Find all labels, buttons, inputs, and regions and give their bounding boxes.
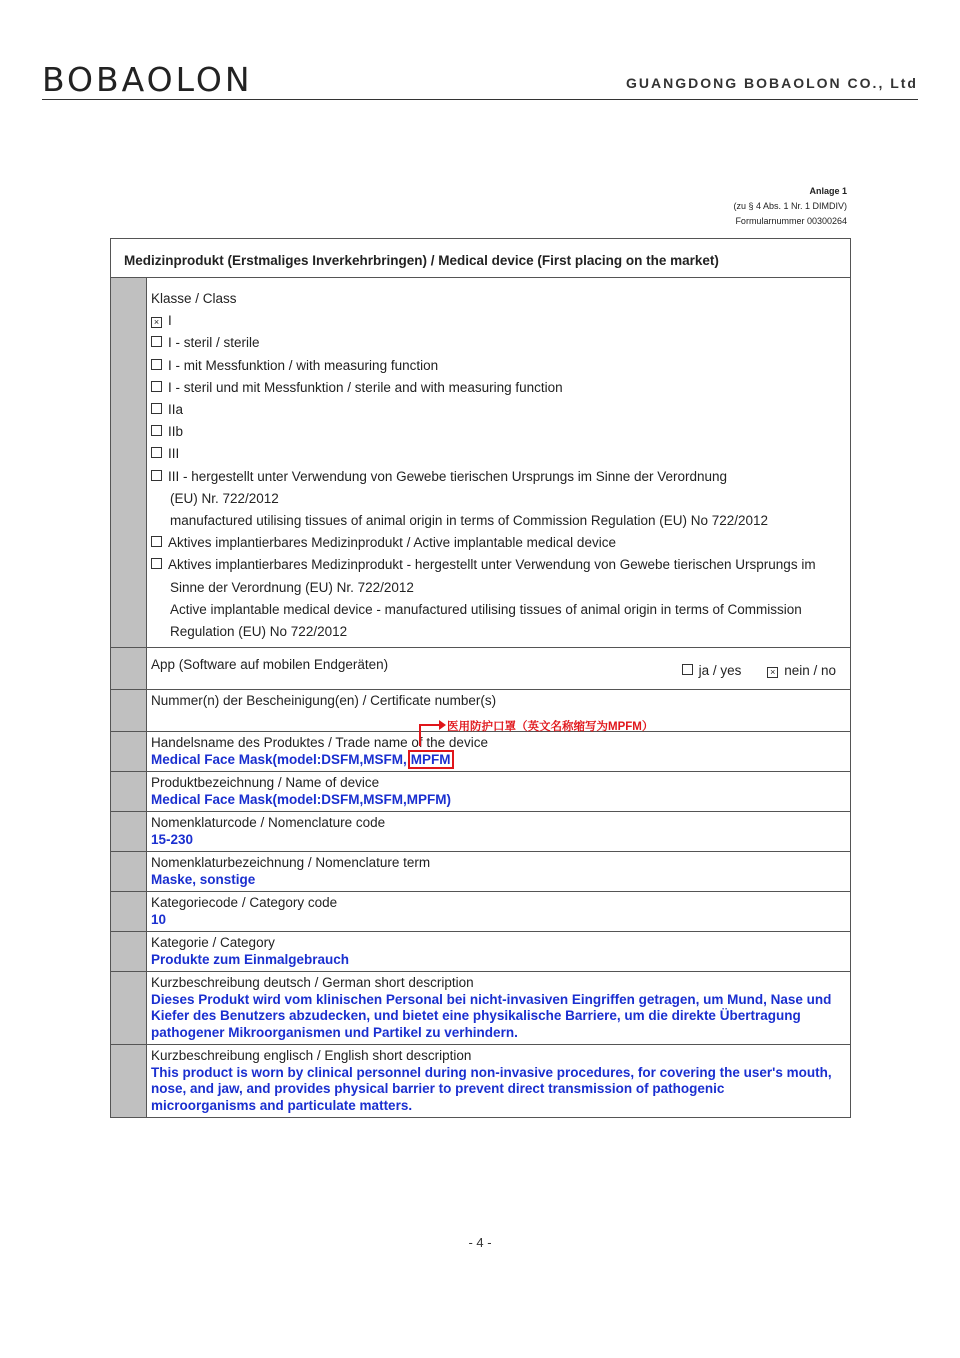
class-option-label: Sinne der Verordnung (EU) Nr. 722/2012 bbox=[170, 579, 414, 595]
row-marker bbox=[111, 892, 147, 931]
category-label: Kategorie / Category bbox=[151, 935, 275, 951]
class-option bbox=[151, 466, 850, 488]
checkbox-icon[interactable] bbox=[151, 359, 162, 370]
app-yes-label: ja / yes bbox=[698, 663, 742, 679]
class-option-label: Aktives implantierbares Medizinprodukt - hergestellt unter Verwendung von Gewebe tierischen Ursprungs im bbox=[168, 557, 816, 573]
row-marker bbox=[111, 932, 147, 971]
english-description-value bbox=[151, 1065, 850, 1115]
medical-device-form bbox=[110, 238, 851, 1118]
company-logo: BOBAOLON bbox=[42, 60, 253, 99]
device-name-row bbox=[111, 772, 850, 812]
row-marker bbox=[111, 690, 147, 731]
row-marker bbox=[111, 972, 147, 1044]
nomenclature-term-cell bbox=[147, 852, 850, 891]
app-row bbox=[111, 648, 850, 690]
nomenclature-code-cell bbox=[147, 812, 850, 851]
german-description-cell bbox=[147, 972, 850, 1044]
description-line: nose, and jaw, and provides physical barrier to prevent direct transmission of pathogenic bbox=[151, 1081, 725, 1097]
class-option-label: III bbox=[168, 446, 180, 462]
nomenclature-term-label: Nomenklaturbezeichnung / Nomenclature term bbox=[151, 855, 431, 871]
highlighted-model: MPFM bbox=[408, 750, 454, 769]
class-option bbox=[151, 377, 850, 399]
device-name-label: Produktbezeichnung / Name of device bbox=[151, 775, 380, 791]
trade-name-label: Handelsname des Produktes / Trade name of the device bbox=[151, 735, 488, 751]
arrow-head-icon bbox=[439, 720, 446, 730]
class-option-label: I bbox=[168, 313, 172, 329]
form-number: Formularnummer 00300264 bbox=[735, 216, 847, 226]
english-description-row bbox=[111, 1045, 850, 1117]
class-option bbox=[151, 399, 850, 421]
description-line: microorganisms and particulate matters. bbox=[151, 1097, 413, 1113]
class-option-label: Active implantable medical device - manufactured utilising tissues of animal origin in terms of Commission bbox=[170, 601, 802, 617]
row-marker bbox=[111, 732, 147, 771]
class-option-label: III - hergestellt unter Verwendung von Gewebe tierischen Ursprungs im Sinne der Verordnung bbox=[168, 468, 728, 484]
form-title: Medizinprodukt (Erstmaliges Inverkehrbringen) / Medical device (First placing on the market) bbox=[111, 239, 850, 278]
class-option bbox=[151, 355, 850, 377]
device-name-cell bbox=[147, 772, 850, 811]
checkbox-icon[interactable] bbox=[151, 447, 162, 458]
row-marker bbox=[111, 648, 147, 689]
row-marker bbox=[111, 1045, 147, 1117]
app-no-option[interactable] bbox=[767, 663, 836, 678]
german-description-row bbox=[111, 972, 850, 1045]
german-description-value bbox=[151, 992, 850, 1042]
row-marker bbox=[111, 812, 147, 851]
app-label: App (Software auf mobilen Endgeräten) bbox=[151, 657, 389, 673]
checkbox-icon[interactable] bbox=[151, 336, 162, 347]
class-option bbox=[151, 532, 850, 554]
description-line: This product is worn by clinical personnel during non-invasive procedures, for covering the user's mouth, bbox=[151, 1064, 832, 1080]
app-no-label: nein / no bbox=[784, 663, 836, 679]
trade-name-text: Medical Face Mask(model:DSFM,MSFM, bbox=[151, 751, 407, 767]
checkbox-icon[interactable]: × bbox=[151, 317, 162, 328]
class-option-continuation bbox=[151, 510, 850, 532]
class-option bbox=[151, 310, 850, 332]
anlage-ref: (zu § 4 Abs. 1 Nr. 1 DIMDIV) bbox=[733, 201, 847, 211]
english-description-cell bbox=[147, 1045, 850, 1117]
german-description-label: Kurzbeschreibung deutsch / German short description bbox=[151, 975, 474, 991]
nomenclature-term-value: Maske, sonstige bbox=[151, 871, 256, 887]
app-yes-option[interactable] bbox=[682, 663, 742, 678]
trade-name-row bbox=[111, 721, 850, 772]
checkbox-icon[interactable] bbox=[151, 403, 162, 414]
checkbox-icon[interactable] bbox=[151, 381, 162, 392]
annotation-arrow bbox=[419, 724, 421, 746]
class-option-label: IIa bbox=[168, 402, 184, 418]
row-marker bbox=[111, 278, 147, 647]
class-option-continuation bbox=[151, 599, 850, 621]
category-cell bbox=[147, 932, 850, 971]
checkbox-icon[interactable] bbox=[682, 664, 693, 675]
category-code-value: 10 bbox=[151, 911, 167, 927]
class-option bbox=[151, 421, 850, 443]
nomenclature-code-label: Nomenklaturcode / Nomenclature code bbox=[151, 815, 386, 831]
certificate-label: Nummer(n) der Bescheinigung(en) / Certificate number(s) bbox=[151, 693, 497, 709]
nomenclature-code-row bbox=[111, 812, 850, 852]
company-name: GUANGDONG BOBAOLON CO., Ltd bbox=[626, 75, 918, 91]
class-option bbox=[151, 554, 850, 576]
class-option-continuation bbox=[151, 577, 850, 599]
nomenclature-term-row bbox=[111, 852, 850, 892]
app-options bbox=[660, 663, 836, 678]
page-number: - 4 - bbox=[468, 1235, 492, 1250]
class-option-label: manufactured utilising tissues of animal origin in terms of Commission Regulation (EU) No 722/2012 bbox=[170, 513, 769, 529]
checkbox-icon[interactable] bbox=[151, 558, 162, 569]
checkbox-icon[interactable] bbox=[151, 536, 162, 547]
class-option-label: Regulation (EU) No 722/2012 bbox=[170, 624, 348, 640]
checkbox-icon[interactable]: × bbox=[767, 667, 778, 678]
category-value: Produkte zum Einmalgebrauch bbox=[151, 951, 350, 967]
annotation-note: 医用防护口罩（英文名称缩写为MPFM） bbox=[447, 721, 654, 734]
description-line: pathogener Mikroorganismen und Partikel zu verhindern. bbox=[151, 1024, 518, 1040]
anlage-title: Anlage 1 bbox=[809, 186, 847, 196]
english-description-label: Kurzbeschreibung englisch / English short description bbox=[151, 1048, 472, 1064]
form-reference-block bbox=[733, 184, 847, 229]
header-divider bbox=[42, 99, 918, 100]
row-marker bbox=[111, 852, 147, 891]
checkbox-icon[interactable] bbox=[151, 425, 162, 436]
class-option-continuation bbox=[151, 488, 850, 510]
description-line: Dieses Produkt wird vom klinischen Personal bei nicht-invasiven Eingriffen getragen, um Mund, Nase und bbox=[151, 991, 832, 1007]
class-label: Klasse / Class bbox=[151, 291, 237, 306]
row-marker bbox=[111, 772, 147, 811]
trade-name-cell bbox=[147, 721, 850, 771]
trade-name-value bbox=[151, 752, 850, 769]
category-code-label: Kategoriecode / Category code bbox=[151, 895, 338, 911]
class-option-label: I - steril und mit Messfunktion / sterile and with measuring function bbox=[168, 379, 563, 395]
class-row bbox=[111, 278, 850, 648]
class-cell bbox=[147, 278, 850, 647]
app-cell bbox=[147, 648, 850, 689]
category-code-cell bbox=[147, 892, 850, 931]
category-code-row bbox=[111, 892, 850, 932]
class-option-label: I - steril / sterile bbox=[168, 335, 260, 351]
class-option-label: I - mit Messfunktion / with measuring function bbox=[168, 357, 439, 373]
nomenclature-code-value: 15-230 bbox=[151, 831, 194, 847]
class-option-label: (EU) Nr. 722/2012 bbox=[170, 490, 279, 506]
class-options bbox=[151, 310, 850, 643]
class-option bbox=[151, 443, 850, 465]
class-option-label: IIb bbox=[168, 424, 184, 440]
description-line: Kiefer des Benutzers abzudecken, und bietet eine physikalische Barriere, um die direkte Übertragung bbox=[151, 1008, 801, 1024]
checkbox-icon[interactable] bbox=[151, 470, 162, 481]
device-name-value: Medical Face Mask(model:DSFM,MSFM,MPFM) bbox=[151, 791, 452, 807]
category-row bbox=[111, 932, 850, 972]
class-option-label: Aktives implantierbares Medizinprodukt / Active implantable medical device bbox=[168, 535, 616, 551]
class-option bbox=[151, 332, 850, 354]
class-option-continuation bbox=[151, 621, 850, 643]
